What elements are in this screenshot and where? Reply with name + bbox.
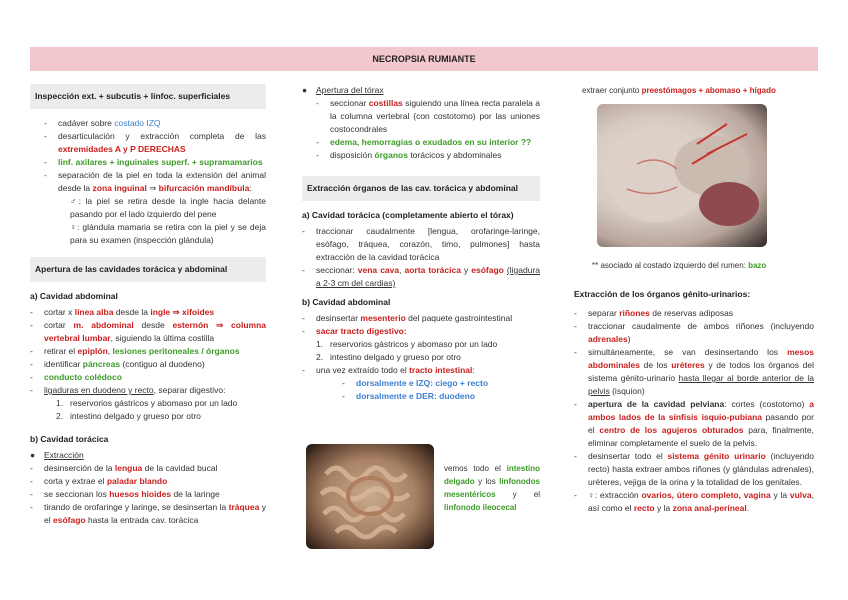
subheading: a) Cavidad torácica (completamente abierto el tórax) bbox=[302, 210, 514, 220]
list-item: - traccionar caudalmente de ambos riñones (incluyendo adrenales) bbox=[574, 321, 814, 344]
list-item: - ligaduras en duodeno y recto, separar digestivo: bbox=[30, 385, 226, 395]
list-item: - simultáneamente, se van desinsertando los mesos abdominales de los uréteres y de todos los órganos del sistema génito-urinario hasta llegar al borde anterior de la pelvis (isquion) bbox=[574, 347, 815, 396]
list-item: - identificar páncreas (contiguo al duodeno) bbox=[30, 359, 205, 369]
list-item: - seccionar costillas siguiendo una línea recta paralela a la columna vertebral (con costotomo) por las uniones costocondrales bbox=[316, 98, 540, 134]
column-middle bbox=[302, 84, 540, 403]
subheading: a) Cavidad abdominal bbox=[30, 291, 118, 301]
list-item: ♀: glándula mamaria se retira con la piel y se deja para su examen (inspección glándula) bbox=[70, 222, 266, 245]
list-item: - traccionar caudalmente [lengua, orofaringe-laringe, esófago, tráquea, corazón, timo, pulmones] hasta extracción de la cavidad torácica bbox=[302, 226, 540, 262]
spleen-note: ** asociado al costado izquierdo del rumen: bazo bbox=[592, 261, 767, 270]
list-item: - conducto colédoco bbox=[30, 372, 122, 382]
stomach-caption: extraer conjunto preestómagos + abomaso + hígado bbox=[582, 86, 776, 95]
list-item: ● Extracción bbox=[30, 450, 84, 460]
list-item: - retirar el epiplón, lesiones peritoneales / órganos bbox=[30, 346, 240, 356]
stomach-photo bbox=[597, 104, 767, 247]
list-item: - corta y extrae el paladar blando bbox=[30, 476, 168, 486]
list-item: - desarticulación y extracción completa de las extremidades A y P DERECHAS bbox=[44, 131, 266, 154]
list-item: - una vez extraído todo el tracto intestinal: bbox=[302, 365, 475, 375]
subheading: b) Cavidad torácica bbox=[30, 434, 109, 444]
list-item: - dorsalmente e DER: duodeno bbox=[342, 391, 476, 401]
list-item: - cadáver sobre costado IZQ bbox=[44, 118, 161, 128]
list-item: - desinsertar mesenterio del paquete gastrointestinal bbox=[302, 313, 513, 323]
list-item: - linf. axilares + inguinales superf. + supramamarios bbox=[44, 157, 263, 167]
column-left bbox=[30, 84, 266, 527]
list-item: - ♀: extracción ovarios, útero completo, vagina y la vulva, así como el recto y la zona anal-perineal. bbox=[574, 490, 814, 513]
list-item: - seccionar: vena cava, aorta torácica y esófago (ligadura a 2-3 cm del cardias) bbox=[302, 265, 540, 288]
list-item: - separación de la piel en toda la extensión del animal desde la zona inguinal ⇒ bifurcación mandíbula: bbox=[44, 170, 266, 193]
list-item: - separar riñones de reservas adiposas bbox=[574, 308, 734, 318]
list-item: - disposición órganos torácicos y abdominales bbox=[316, 150, 502, 160]
subheading: b) Cavidad abdominal bbox=[302, 297, 391, 307]
section-header-apertura: Apertura de las cavidades torácica y abdominal bbox=[30, 257, 266, 282]
section-header-genito: Extracción de los órganos génito-urinarios: bbox=[574, 289, 751, 299]
list-item: ● Apertura del tórax bbox=[302, 85, 384, 95]
list-item: - sacar tracto digestivo: bbox=[302, 326, 407, 336]
list-item: - desinserción de la lengua de la cavidad bucal bbox=[30, 463, 218, 473]
intestine-caption: vemos todo el intestino delgado y los linfonodos mesentéricos y el linfonodo ileocecal bbox=[444, 464, 540, 512]
section-header-inspeccion: Inspección ext. + subcutis + linfoc. superficiales bbox=[30, 84, 266, 109]
list-item: - dorsalmente e IZQ: ciego + recto bbox=[342, 378, 489, 388]
section-header-extraccion: Extracción órganos de las cav. torácica y abdominal bbox=[302, 176, 540, 201]
intestine-photo bbox=[306, 444, 434, 549]
list-item: 1. reservorios gástricos y abomaso por un lado bbox=[56, 398, 238, 408]
list-item: 1. reservorios gástricos y abomaso por un lado bbox=[316, 339, 498, 349]
list-item: - edema, hemorragias o exudados en su interior ?? bbox=[316, 137, 532, 147]
page-title: NECROPSIA RUMIANTE bbox=[30, 47, 818, 71]
list-item: 2. intestino delgado y grueso por otro bbox=[316, 352, 461, 362]
column-right bbox=[574, 288, 814, 515]
list-item: - cortar x línea alba desde la ingle ⇒ xifoides bbox=[30, 307, 215, 317]
list-item: - se seccionan los huesos hioides de la laringe bbox=[30, 489, 220, 499]
list-item: - desinsertar todo el sistema génito urinario (incluyendo recto) hasta extraer ambos riñones (y glándulas adrenales), uréteres, vejiga de la orina y la totalidad de los genitales. bbox=[574, 451, 814, 487]
list-item: - cortar m. abdominal desde esternón ⇒ columna vertebral lumbar, siguiendo la última costilla bbox=[30, 320, 266, 343]
list-item: ♂: la piel se retira desde la ingle hacia delante pasando por el lado izquierdo del pene bbox=[70, 196, 266, 219]
list-item: 2. intestino delgado y grueso por otro bbox=[56, 411, 201, 421]
list-item: - apertura de la cavidad pelviana: cortes (costotomo) a ambos lados de la sínfisis isquio-pubiana pasando por el centro de los agujeros obturados para, finalmente, eliminar completamente el suelo de la pelvis. bbox=[574, 399, 815, 448]
list-item: - tirando de orofaringe y laringe, se desinsertan la tráquea y el esófago hasta la entrada cav. torácica bbox=[30, 502, 266, 525]
